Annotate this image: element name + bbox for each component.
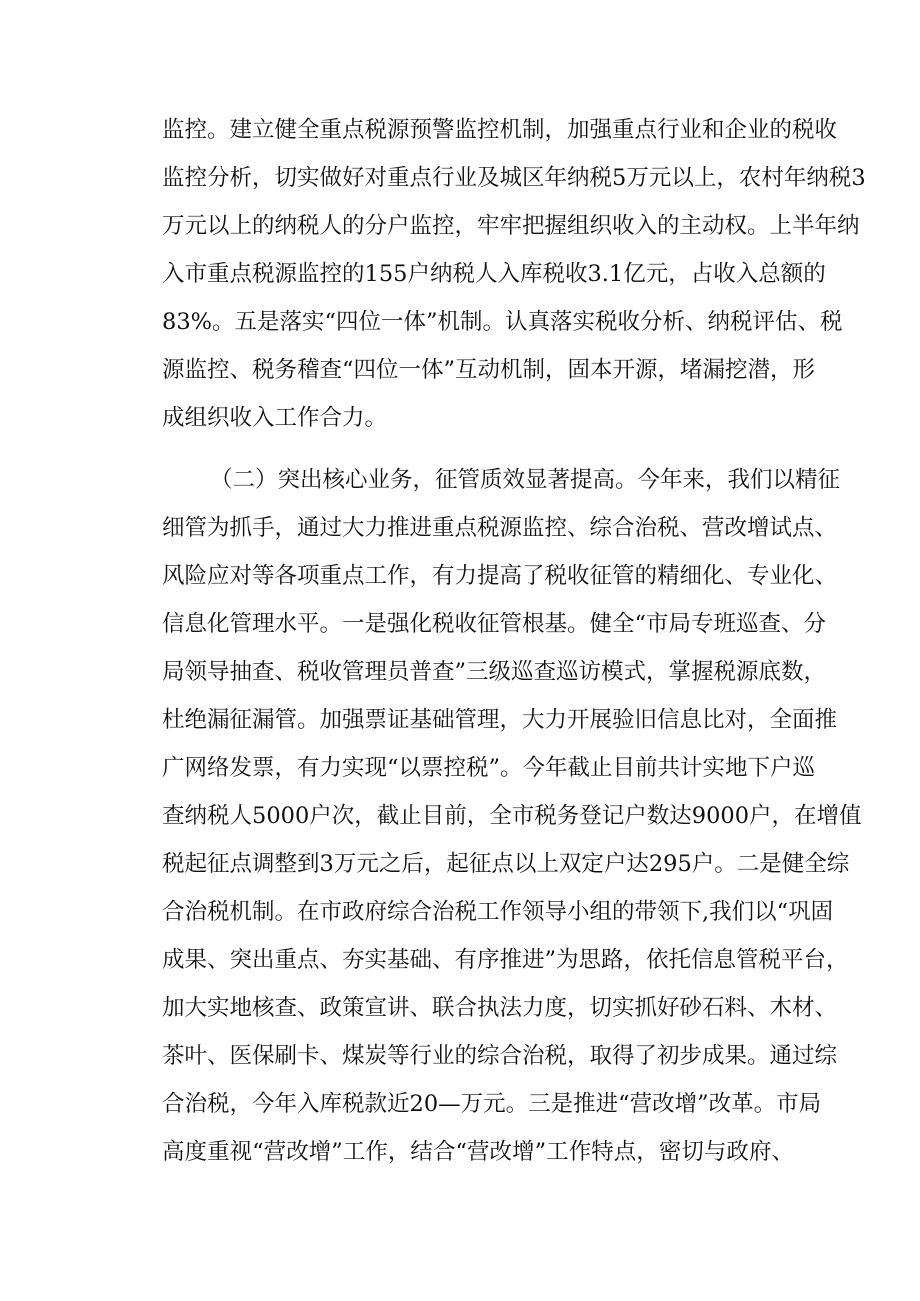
- text-line: 查纳税人5000户次，截止目前，全市税务登记户数达9000户，在增值: [162, 803, 862, 829]
- text-line: 信息化管理水平。一是强化税收征管根基。健全“市局专班巡查、分: [162, 611, 827, 637]
- text-line: 监控。建立健全重点税源预警监控机制，加强重点行业和企业的税收: [162, 117, 838, 143]
- text-line: 局领导抽查、税收管理员普查”三级巡查巡访模式，掌握税源底数，: [162, 659, 827, 685]
- text-line: 成组织收入工作合力。: [162, 405, 388, 431]
- text-line: 加大实地核查、政策宣讲、联合执法力度，切实抓好砂石料、木材、: [162, 995, 838, 1021]
- text-line: 监控分析，切实做好对重点行业及城区年纳税5万元以上，农村年纳税3: [162, 165, 866, 191]
- text-line: 源监控、税务稽查“四位一体”互动机制，固本开源，堵漏挖潜，形: [162, 357, 816, 383]
- text-line: 细管为抓手，通过大力推进重点税源监控、综合治税、营改增试点、: [162, 515, 838, 541]
- text-line: 合治税机制。在市政府综合治税工作领导小组的带领下,我们以“巩固: [162, 899, 834, 925]
- text-line: 高度重视“营改增”工作，结合“营改增”工作特点，密切与政府、: [162, 1139, 794, 1165]
- text-line: 合治税，今年入库税款近20—万元。三是推进“营改增”改革。市局: [162, 1091, 822, 1117]
- text-line: 税起征点调整到3万元之后，起征点以上双定户达295户。二是健全综: [162, 851, 850, 877]
- text-line: 入市重点税源监控的155户纳税人入库税收3.1亿元，占收入总额的: [162, 261, 826, 287]
- text-line: 成果、突出重点、夯实基础、有序推进”为思路，依托信息管税平台，: [162, 947, 849, 973]
- text-line: 万元以上的纳税人的分户监控，牢牢把握组织收入的主动权。上半年纳: [162, 213, 860, 239]
- text-line: 风险应对等各项重点工作，有力提高了税收征管的精细化、专业化、: [162, 563, 838, 589]
- text-line: 广网络发票，有力实现“以票控税”。今年截止目前共计实地下户巡: [162, 755, 816, 781]
- text-line: 杜绝漏征漏管。加强票证基础管理，大力开展验旧信息比对，全面推: [162, 707, 838, 733]
- text-line: 茶叶、医保刷卡、煤炭等行业的综合治税，取得了初步成果。通过综: [162, 1043, 838, 1069]
- text-line: （二）突出核心业务，征管质效显著提高。今年来，我们以精征: [210, 467, 841, 493]
- text-line: 83%。五是落实“四位一体”机制。认真落实税收分析、纳税评估、税: [162, 309, 843, 335]
